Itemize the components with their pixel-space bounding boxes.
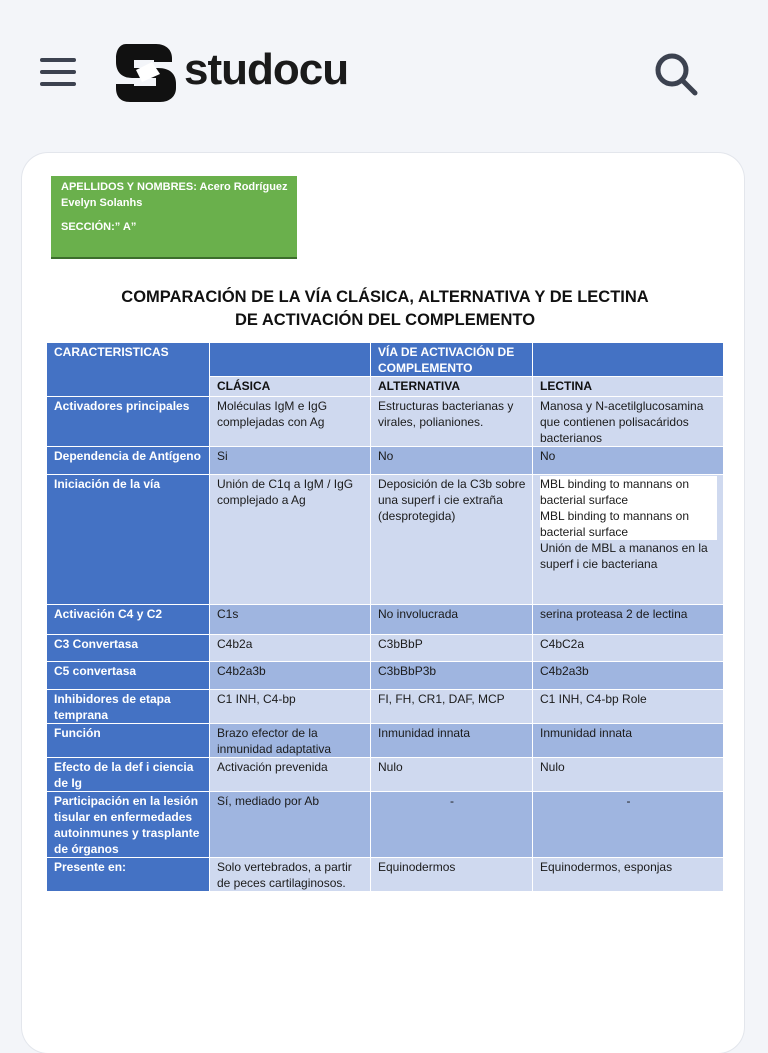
cell-lectin: C4bC2a [533,635,724,662]
table-row [47,447,724,475]
cell-lectin: serina proteasa 2 de lectina [533,605,724,635]
row-label: Presente en: [47,858,210,892]
studocu-logo-mark-icon [112,40,180,104]
student-info-box [51,176,297,259]
row-label: C5 convertasa [47,662,210,690]
cell-alternative: No [371,447,533,475]
row-label: Inhibidores de etapa temprana [47,690,210,724]
table-row [47,397,724,447]
header-empty-1 [210,343,371,377]
search-icon[interactable] [650,48,704,102]
cell-alternative: Nulo [371,758,533,792]
title-line-1: COMPARACIÓN DE LA VÍA CLÁSICA, ALTERNATIVA Y DE LECTINA [121,288,649,306]
cell-lectin: No [533,447,724,475]
top-bar [0,0,768,150]
row-label: Iniciación de la vía [47,475,210,605]
cell-classic: Brazo efector de la inmunidad adaptativa [210,724,371,758]
student-names: APELLIDOS Y NOMBRES: Acero Rodríguez Evelyn Solanhs [61,181,288,209]
table-row [47,690,724,724]
comparison-table [46,342,724,892]
cell-alternative: Equinodermos [371,858,533,892]
cell-alternative: Deposición de la C3b sobre una superf i cie extraña (desprotegida) [371,475,533,605]
cell-alternative: Inmunidad innata [371,724,533,758]
cell-classic: Activación prevenida [210,758,371,792]
title-line-2: DE ACTIVACIÓN DEL COMPLEMENTO [234,311,536,329]
cell-alternative: - [371,792,533,858]
cell-classic: Sí, mediado por Ab [210,792,371,858]
cell-classic: Unión de C1q a IgM / IgG complejado a Ag [210,475,371,605]
row-label: Efecto de la def i ciencia de Ig [47,758,210,792]
cell-classic: Solo vertebrados, a partir de peces cartilaginosos. [210,858,371,892]
cell-lectin: C1 INH, C4-bp Role [533,690,724,724]
row-label: C3 Convertasa [47,635,210,662]
cell-alternative: C3bBbP [371,635,533,662]
cell-lectin: Equinodermos, esponjas [533,858,724,892]
cell-classic: Si [210,447,371,475]
cell-lectin: - [533,792,724,858]
row-label: Función [47,724,210,758]
cell-alternative: C3bBbP3b [371,662,533,690]
cell-classic: C4b2a3b [210,662,371,690]
row-label: Activación C4 y C2 [47,605,210,635]
cell-lectin: Nulo [533,758,724,792]
cell-lectin [533,475,724,605]
row-label: Dependencia de Antígeno [47,447,210,475]
cell-classic: C4b2a [210,635,371,662]
brand-name: studocu [184,45,349,94]
cell-lectin: Inmunidad innata [533,724,724,758]
header-classic: CLÁSICA [210,377,371,397]
table-row [47,475,724,605]
student-section: SECCIÓN:” A” [61,221,137,233]
row-label: Activadores principales [47,397,210,447]
header-group: VÍA DE ACTIVACIÓN DE COMPLEMENTO [371,343,533,377]
table-row [47,792,724,858]
hamburger-menu-icon[interactable] [38,56,78,90]
cell-classic: C1s [210,605,371,635]
cell-alternative: No involucrada [371,605,533,635]
header-characteristics: CARACTERISTICAS [47,343,210,397]
table-row [47,758,724,792]
row-label: Participación en la lesión tisular en enfermedades autoinmunes y trasplante de órganos [47,792,210,858]
lectin-note-2: MBL binding to mannans on bacterial surface [540,508,717,540]
table-row [47,635,724,662]
table-header-row [47,343,724,377]
table-row [47,724,724,758]
cell-classic: Moléculas IgM e IgG complejadas con Ag [210,397,371,447]
lectin-note-1: MBL binding to mannans on bacterial surface [540,476,717,508]
header-lectin: LECTINA [533,377,724,397]
header-empty-2 [533,343,724,377]
cell-lectin: Manosa y N-acetilglucosamina que contienen polisacáridos bacterianos [533,397,724,447]
table-row [47,662,724,690]
cell-classic: C1 INH, C4-bp [210,690,371,724]
cell-lectin: C4b2a3b [533,662,724,690]
studocu-logo[interactable] [112,40,348,104]
header-alternative: ALTERNATIVA [371,377,533,397]
cell-alternative: FI, FH, CR1, DAF, MCP [371,690,533,724]
table-row [47,605,724,635]
cell-alternative: Estructuras bacterianas y virales, polianiones. [371,397,533,447]
document-title [60,286,710,332]
lectin-note-3: Unión de MBL a mananos en la superf i cie bacteriana [540,541,708,571]
table-row [47,858,724,892]
